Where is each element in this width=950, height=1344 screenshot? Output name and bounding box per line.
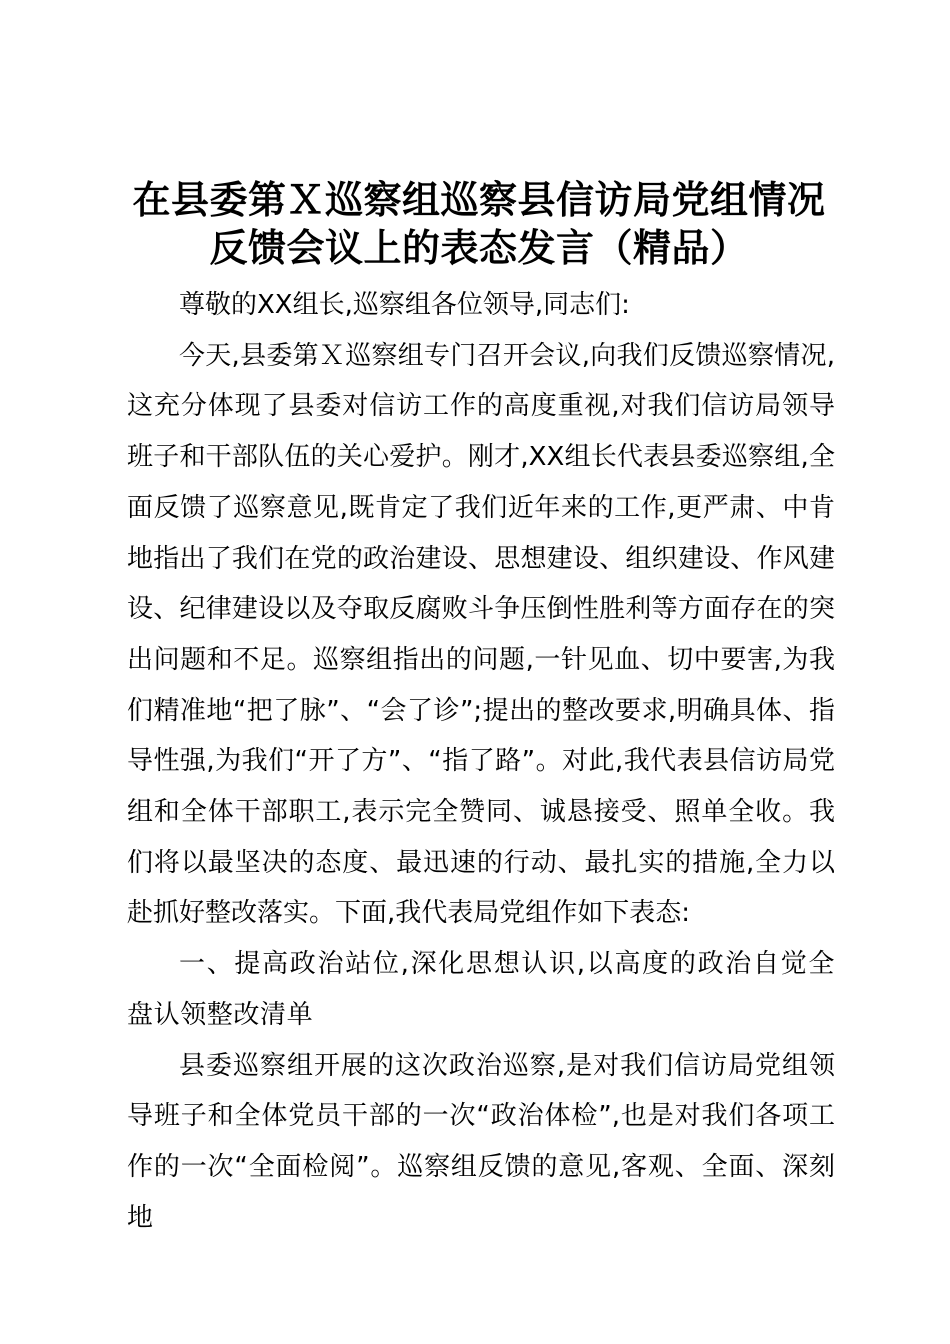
opening-paragraph: 今天,县委第Ｘ巡察组专门召开会议,向我们反馈巡察情况,这充分体现了县委对信访工作的高度重视,对我们信访局领导班子和干部队伍的关心爱护。刚才,XX组长代表县委巡察组,全面反馈了巡察意见,既肯定了我们近年来的工作,更严肃、中肯地指出了我们在党的政治建设、思想建设、组织建设、作风建设、纪律建设以及夺取反腐败斗争压倒性胜利等方面存在的突出问题和不足。巡察组指出的问题,一针见血、切中要害,为我们精准地“把了脉”、“会了诊”;提出的整改要求,明确具体、指导性强,为我们“开了方”、“指了路”。对此,我代表县信访局党组和全体干部职工,表示完全赞同、诚恳接受、照单全收。我们将以最坚决的态度、最迅速的行动、最扎实的措施,全力以赴抓好整改落实。下面,我代表局党组作如下表态:	[127, 340, 835, 929]
document-body	[127, 280, 835, 1243]
document-title: 在县委第Ｘ巡察组巡察县信访局党组情况反馈会议上的表态发言（精品）	[132, 177, 826, 270]
section-heading: 一、提高政治站位,深化思想认识,以高度的政治自觉全盘认领整改清单	[127, 949, 835, 1030]
salutation: 尊敬的XX组长,巡察组各位领导,同志们:	[179, 290, 630, 320]
section-paragraph: 县委巡察组开展的这次政治巡察,是对我们信访局党组领导班子和全体党员干部的一次“政治体检”,也是对我们各项工作的一次“全面检阅”。巡察组反馈的意见,客观、全面、深刻地	[127, 1050, 835, 1233]
